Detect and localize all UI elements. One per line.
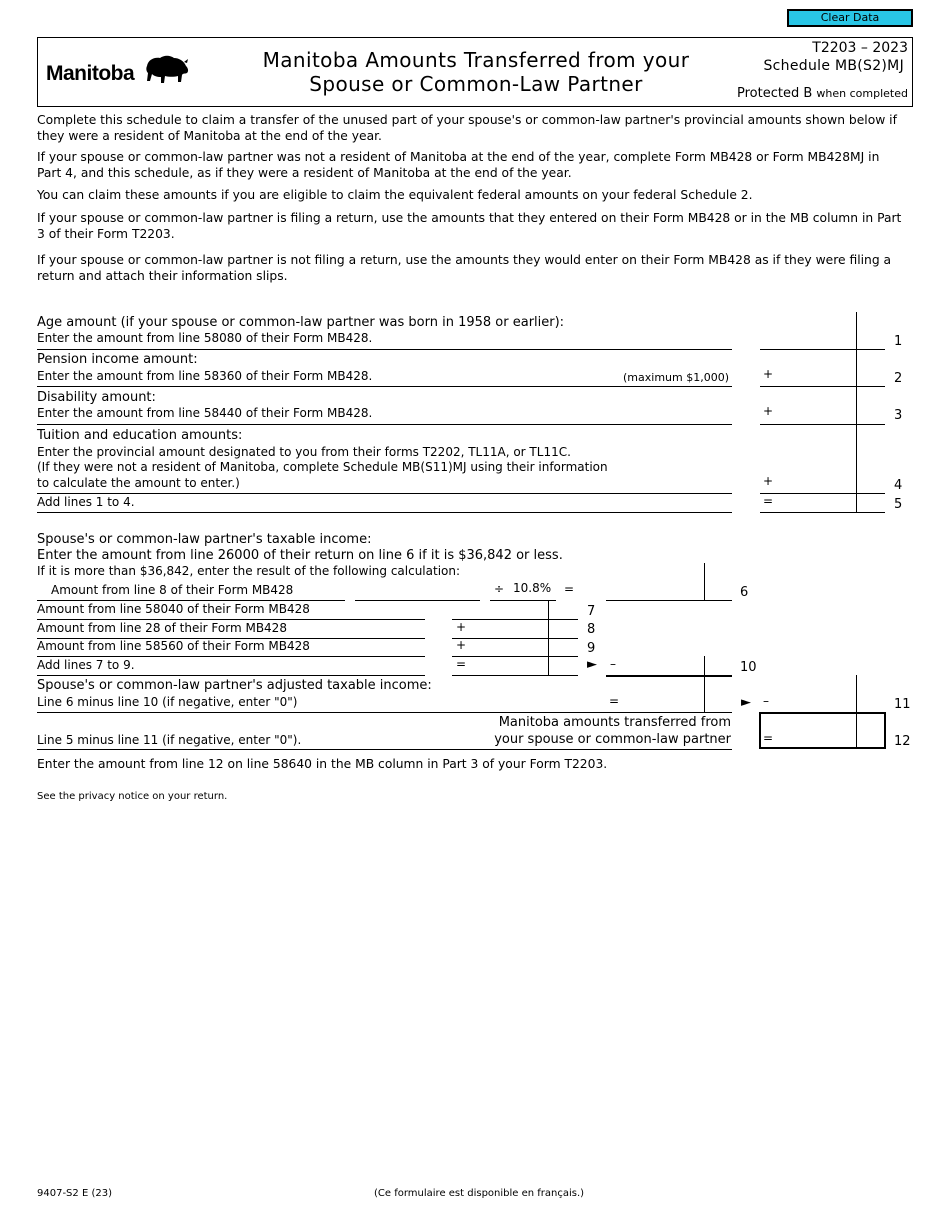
line-number-10: 10 xyxy=(740,660,757,675)
line4-text-2: (If they were not a resident of Manitoba, complete Schedule MB(S11)MJ using their information xyxy=(37,460,608,474)
line2-text: Enter the amount from line 58360 of their Form MB428. xyxy=(37,369,373,383)
line9-text: Amount from line 58560 of their Form MB428 xyxy=(37,639,310,653)
logo-wordmark: Manitoba xyxy=(46,62,135,85)
line10-input[interactable] xyxy=(622,657,704,675)
line6-input[interactable] xyxy=(606,581,704,599)
line2-maximum: (maximum $1,000) xyxy=(623,371,729,384)
line12-text: Line 5 minus line 11 (if negative, enter "0"). xyxy=(37,733,302,747)
line-number-1: 1 xyxy=(894,334,903,349)
line11-equals: = xyxy=(609,694,620,708)
line6-text-2: If it is more than $36,842, enter the result of the following calculation: xyxy=(37,564,461,578)
line10-col-divider xyxy=(704,656,705,713)
line6-col-divider xyxy=(704,563,705,600)
line4-input[interactable] xyxy=(775,474,855,492)
line7-text: Amount from line 58040 of their Form MB428 xyxy=(37,602,310,616)
intro-paragraph-5: If your spouse or common-law partner is not filing a return, use the amounts they would enter on their Form MB428 as if they were filing a return and attach their information slips. xyxy=(37,253,892,283)
line1-text: Enter the amount from line 58080 of their Form MB428. xyxy=(37,331,373,345)
line6-text-1: Enter the amount from line 26000 of their return on line 6 if it is $36,842 or less. xyxy=(37,548,563,563)
footer-form-code: 9407-S2 E (23) xyxy=(37,1188,112,1199)
line5-text: Add lines 1 to 4. xyxy=(37,495,135,509)
line4-rule xyxy=(37,493,732,494)
line5-underline xyxy=(760,512,885,513)
line3-rule xyxy=(37,424,732,425)
line7-input[interactable] xyxy=(452,601,548,619)
line9-rule xyxy=(37,656,425,657)
line-number-9: 9 xyxy=(587,641,596,656)
line4-text-1: Enter the provincial amount designated to you from their forms T2202, TL11A, or TL11C. xyxy=(37,445,571,459)
line4-plus: + xyxy=(763,474,774,488)
protected-label: Protected B xyxy=(737,86,813,101)
title-line-1: Manitoba Amounts Transferred from your xyxy=(262,48,690,72)
line5-rule xyxy=(37,512,732,513)
footer-french-note: (Ce formulaire est disponible en français.) xyxy=(374,1188,585,1199)
line9-plus: + xyxy=(456,638,467,652)
line12-equals: = xyxy=(763,731,774,745)
line2-underline xyxy=(760,386,885,387)
line-number-8: 8 xyxy=(587,622,596,637)
intro-paragraph-1: Complete this schedule to claim a transfer of the unused part of your spouse's or common-law partner's provincial amounts shown below if they were a resident of Manitoba at the end of the year. xyxy=(37,113,897,143)
line6-underline xyxy=(606,600,732,601)
line9-input[interactable] xyxy=(468,638,548,656)
final-instruction: Enter the amount from line 12 on line 58640 in the MB column in Part 3 of your Form T2203. xyxy=(37,757,608,771)
line-number-12: 12 xyxy=(894,734,911,749)
line2-heading: Pension income amount: xyxy=(37,352,198,367)
manitoba-logo xyxy=(46,54,191,90)
line-number-3: 3 xyxy=(894,408,903,423)
intro-paragraph-3: You can claim these amounts if you are eligible to claim the equivalent federal amounts on your federal Schedule 2. xyxy=(37,188,753,202)
schedule-code: Schedule MB(S2)MJ xyxy=(763,58,904,74)
line12-right-label-2: your spouse or common-law partner xyxy=(494,732,731,747)
line11-rule xyxy=(37,712,732,713)
line10-rule xyxy=(37,675,425,676)
calc-equals: = xyxy=(564,582,575,596)
line3-text: Enter the amount from line 58440 of their Form MB428. xyxy=(37,406,373,420)
bison-icon xyxy=(144,54,190,86)
line3-plus: + xyxy=(763,404,774,418)
line8-input[interactable] xyxy=(468,620,548,638)
line12-col-divider xyxy=(856,714,857,748)
line11-text: Line 6 minus line 10 (if negative, enter "0") xyxy=(37,695,298,709)
line-number-4: 4 xyxy=(894,478,903,493)
divide-sign: ÷ xyxy=(494,582,505,596)
line8-text: Amount from line 28 of their Form MB428 xyxy=(37,621,287,635)
line11-col-divider xyxy=(856,675,857,712)
line11-input[interactable] xyxy=(775,694,855,712)
line-number-2: 2 xyxy=(894,371,903,386)
line5-input[interactable] xyxy=(775,494,855,512)
form-code: T2203 – 2023 xyxy=(812,40,908,56)
line12-input[interactable] xyxy=(775,729,855,747)
line3-heading: Disability amount: xyxy=(37,390,156,405)
title-line-2: Spouse or Common-Law Partner xyxy=(309,72,643,96)
line1-heading: Age amount (if your spouse or common-law partner was born in 1958 or earlier): xyxy=(37,315,565,330)
line5-equals: = xyxy=(763,494,774,508)
line12-right-label-1: Manitoba amounts transferred from xyxy=(498,715,731,730)
line2-rule xyxy=(37,386,732,387)
line10-minus: – xyxy=(610,657,616,671)
line10-underline xyxy=(606,675,732,677)
line1-underline xyxy=(760,349,885,350)
line11-subtotal-input[interactable] xyxy=(622,694,704,712)
line11-heading: Spouse's or common-law partner's adjusted taxable income: xyxy=(37,678,432,693)
form-title xyxy=(248,48,704,96)
line6-calc-rule xyxy=(37,600,345,601)
line2-input[interactable] xyxy=(775,367,855,385)
line11-arrow: ► xyxy=(741,695,751,710)
protected-note: when completed xyxy=(816,87,908,100)
line-number-6: 6 xyxy=(740,585,749,600)
line3-input[interactable] xyxy=(775,404,855,422)
line4-text-3: to calculate the amount to enter.) xyxy=(37,476,240,490)
form-header xyxy=(37,37,913,107)
line-number-11: 11 xyxy=(894,697,911,712)
line4-heading: Tuition and education amounts: xyxy=(37,428,243,443)
line2-plus: + xyxy=(763,367,774,381)
intro-paragraph-4: If your spouse or common-law partner is filing a return, use the amounts that they entered on their Form MB428 or in the MB column in Part 3 of their Form T2203. xyxy=(37,211,902,241)
lines7-10-col-divider xyxy=(548,600,549,675)
clear-data-button[interactable]: Clear Data xyxy=(787,9,913,27)
line6-calc-label: Amount from line 8 of their Form MB428 xyxy=(51,583,294,597)
line-number-7: 7 xyxy=(587,604,596,619)
line8-amount-input[interactable] xyxy=(355,581,480,599)
privacy-notice: See the privacy notice on your return. xyxy=(37,791,228,802)
intro-paragraph-2: If your spouse or common-law partner was not a resident of Manitoba at the end of the year, complete Form MB428 or Form MB428MJ in Part 4, and this schedule, as if they were a resident of Manitoba at the end of the year. xyxy=(37,150,880,180)
line12-rule xyxy=(37,749,732,750)
line3-underline xyxy=(760,424,885,425)
rate-value: 10.8% xyxy=(513,581,552,595)
line6-heading: Spouse's or common-law partner's taxable income: xyxy=(37,532,372,547)
line1-input[interactable] xyxy=(760,330,885,348)
line10-text: Add lines 7 to 9. xyxy=(37,658,135,672)
line7-rule xyxy=(37,619,425,620)
protected-b xyxy=(737,86,908,101)
line1-rule xyxy=(37,349,732,350)
line11-minus: – xyxy=(763,694,769,708)
line10-subtotal-input[interactable] xyxy=(468,657,548,675)
line10-subtotal-underline xyxy=(452,675,578,676)
line8-plus: + xyxy=(456,620,467,634)
line-number-5: 5 xyxy=(894,497,903,512)
line10-arrow: ► xyxy=(587,657,597,672)
line10-equals: = xyxy=(456,657,467,671)
